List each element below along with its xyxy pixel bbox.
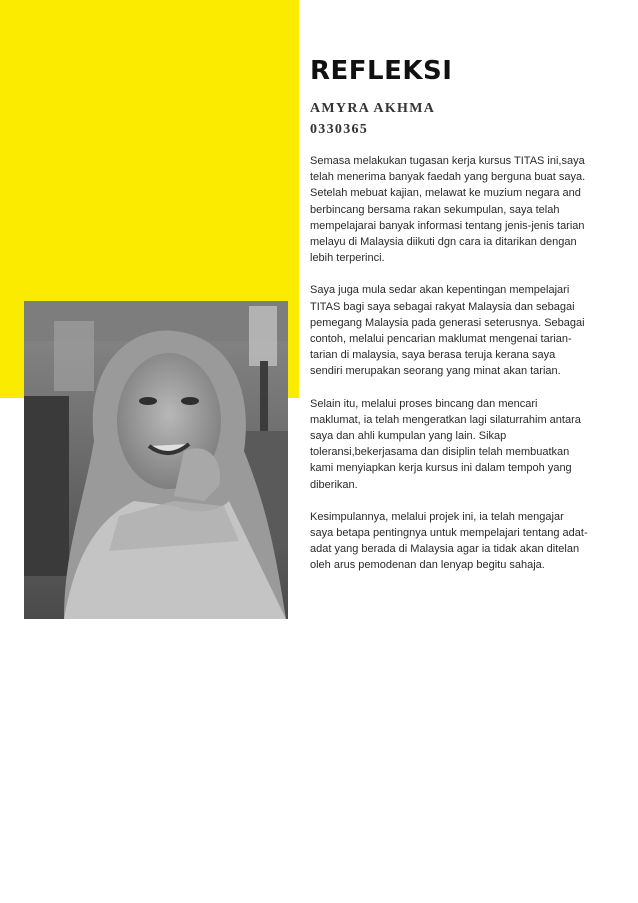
reflection-body [310, 153, 590, 590]
author-name: AMYRA AKHMA [310, 101, 436, 116]
paragraph: Saya juga mula sedar akan kepentingan mempelajari TITAS bagi saya sebagai rakyat Malaysia dan sebagai pemegang Malaysia pada generasi seterusnya. Sebagai contoh, melalui pencarian maklumat mengenai tarian-tarian di malaysia, saya berasa teruja kerana saya sendiri merupakan seorang yang minat akan tarian. [310, 284, 585, 378]
portrait-photo [24, 301, 288, 619]
paragraph: Kesimpulannya, melalui projek ini, ia telah mengajar saya betapa pentingnya untuk mempelajari tentang adat-adat yang berada di Malaysia agar ia tidak akan ditelan oleh arus pemodenan dan lenyap begitu sahaja. [310, 510, 588, 572]
author-id: 0330365 [310, 122, 369, 137]
paragraph: Semasa melakukan tugasan kerja kursus TITAS ini,saya telah menerima banyak faedah yang berguna buat saya. Setelah mebuat kajian, melawat ke muzium negara and berbincang bersama rakan sekumpulan, saya telah mempelajarai banyak informasi tentang jenis-jenis tarian melayu di Malaysia diikuti dgn cara ia ditarikan dengan lebih terperinci. [310, 155, 586, 265]
page-title: REFLEKSI [310, 56, 453, 86]
paragraph: Selain itu, melalui proses bincang dan mencari maklumat, ia telah mengeratkan lagi silaturrahim antara saya dan ahli kumpulan yang lain. Sikap toleransi,bekerjasama dan disiplin telah membuatkan kami menyiapkan kerja kursus ini dalam tempoh yang diberikan. [310, 397, 581, 491]
author-block [310, 98, 435, 140]
